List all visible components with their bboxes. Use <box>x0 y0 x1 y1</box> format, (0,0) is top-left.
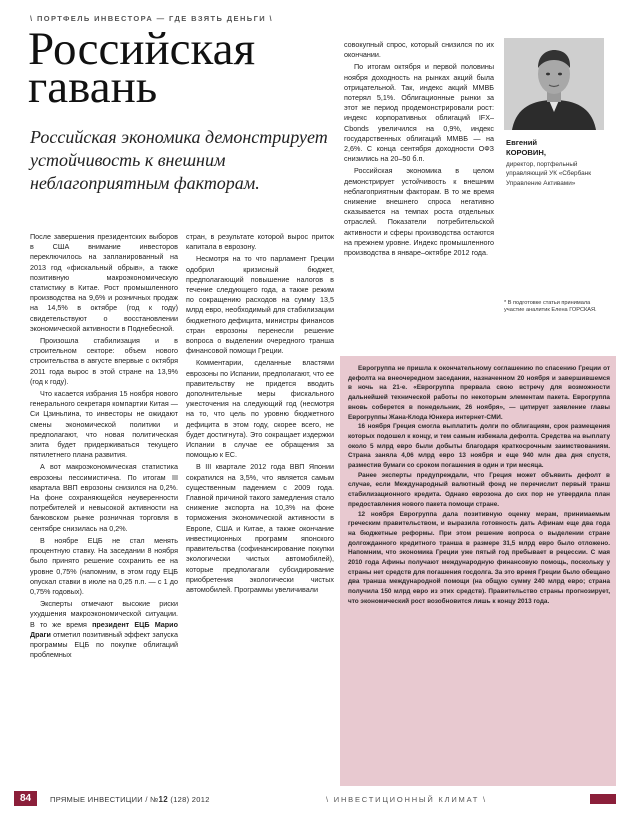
paragraph: Несмотря на то что парламент Греции одобрил кризисный бюджет, предполагающий повышение налогов в течение следующего года, а также режим по сокращению расходов на сумму 13,5 млрд евро, необходимый для стабилизации бюджетного дефицита, министры финансов стран еврозоны перенесли решение вопроса о выделении очередного транша финансовой помощи Греции. <box>186 254 334 356</box>
text-run: отметил позитивный эффект запуска программы ЕЦБ по покупке облигаций проблемных <box>30 629 178 660</box>
paragraph: По итогам октября и первой половины ноября доходность на рынках акций была отрицательной. Так, индекс акций ММВБ потерял 5,1%. Облигационные рынки за этот же период продемонстрировали рост: индекс корпоративных облигаций IFX–Cbonds увеличился на 0,9%, индекс государственных облигаций ММВБ — на 2,6%. С конца сентября доходности ОФЗ снизились на 20–50 б.п. <box>344 62 494 164</box>
paragraph: Российская экономика в целом демонстрирует устойчивость к внешним неблагоприятным факторам. В то же время снижение внешнего спроса негативно сказывается на темпах роста отдельных отраслей. Показатели потребительской активности и сферы производства остаются на прежнем уровне. Индекс промышленного производства в январе–октябре 2012 года. <box>344 166 494 258</box>
title-line-1: Российская <box>28 23 256 75</box>
author-first-name: Евгений <box>506 138 538 147</box>
page-footer <box>0 790 630 810</box>
article-title <box>28 23 338 113</box>
issue-number: 12 <box>158 795 168 804</box>
issue-details: (128) 2012 <box>170 795 210 804</box>
page-number: 84 <box>14 791 37 806</box>
sidebar-text <box>348 364 610 607</box>
article-lead: Российская экономика демонстрирует устойчивость к внешним неблагоприятным факторам. <box>30 127 328 193</box>
paragraph: После завершения президентских выборов в США внимание инвесторов переключилось на запланированный на 2013 год «фискальный обрыв», а также позитивную макроэкономическую статистику в Китае. Рост промышленного производства на 9,6% и розничных продаж на 14,5% в октябре (год к году) свидетельствуют о восстановлении экономической активности в Поднебесной. <box>30 232 178 333</box>
sidebar-paragraph: Ранее эксперты предупреждали, что Греция может объявить дефолт в случае, если Международный валютный фонд не перечислит первый транш стабилизационного кредита. Однако еврозона до сих пор не утвердила план предоставления нового пакета помощи стране. <box>348 471 610 508</box>
magazine-name <box>50 795 210 804</box>
paragraph: А вот макроэкономическая статистика еврозоны пессимистична. По итогам III квартала ВВП еврозоны снизился на 0,2%. На фоне сохраняющейся неуверенности потребителей и невысокой активности на банковском рынке розничная торговля в сентябре снизилась на 0,2%. <box>30 462 178 533</box>
author-last-name: КОРОВИН, <box>506 147 546 157</box>
author-role: директор, портфельный управляющий УК «Сбербанк Управление Активами» <box>506 160 591 187</box>
paragraph: Что касается избрания 15 ноября нового генерального секретаря компартии Китая — Си Цзиньпина, то инвесторы не ожидают смены экономической политики и предполагают, что новая политическая элита будет придерживаться текущего пятилетнего плана развития. <box>30 389 178 460</box>
magazine-title: ПРЯМЫЕ ИНВЕСТИЦИИ / № <box>50 795 159 804</box>
footnote: * В подготовке статьи принимала участие аналитик Елена ГОРСКАЯ. <box>504 300 597 314</box>
paragraph: стран, в результате которой вырос приток капитала в еврозону. <box>186 232 334 252</box>
paragraph: Комментарии, сделанные властями еврозоны по Испании, предполагают, что ее правительству не придется вводить дополнительные меры фискального ужесточения на следующий год (несмотря на то, что цель по уровню бюджетного дефицита в этом году, скорее всего, не будет достигнута). Это сокращает издержки Испании в случае ее обращения за помощью к ЕС. <box>186 358 334 460</box>
footer-accent-bar <box>590 794 616 804</box>
column-1 <box>30 232 178 662</box>
section-rubric: \ ПОРТФЕЛЬ ИНВЕСТОРА — ГДЕ ВЗЯТЬ ДЕНЬГИ \ <box>30 14 273 23</box>
paragraph: В III квартале 2012 года ВВП Японии сократился на 3,5%, что является самым существенным падением с 2009 года. Главной причиной такого замедления стало снижение экспорта на 10,3% на фоне торможения экономической активности в Европе, США и Китае, а также окончание инвестиционных программ японского правительства (софинансирование покупки экологически чистых автомобилей), которые предполагали субсидирование приобретения экологически чистых автомобилей. Программы увеличивали <box>186 462 334 594</box>
sidebar-paragraph: 16 ноября Греция смогла выплатить долги по облигациям, срок размещения которых подошел к концу, и тем самым избежала дефолта. Средства на выплату около 5 млрд евро были добыты благодаря краткосрочным заимствованиям. Страна заняла 4,06 млрд евро 13 ноября и еще 940 млн два дня спустя, разместив бумаги со сроком погашения в один и три месяца. <box>348 423 610 470</box>
paragraph: В ноябре ЕЦБ не стал менять процентную ставку. На заседании 8 ноября было принято решение сохранить ее на уровне 0,75% (напомним, в этом году ЕЦБ опускал ставки в июле на 0,25 п.п. — с 1 до 0,75% годовых). <box>30 535 178 596</box>
author-block <box>506 138 606 188</box>
portrait-icon <box>504 38 604 130</box>
sidebar-paragraph: Еврогруппа не пришла к окончательному соглашению по спасению Греции от дефолта на внеочередном заседании, назначенном 20 ноября и завершившемся в ночь на 21-е. «Еврогруппа прервала свою встречу для возможности дальнейшей технической работы по некоторым элементам пакета. Еврогруппа вновь соберется в понедельник, 26 ноября», — цитирует заявление главы Еврогруппы Жана-Клода Юнкера интернет-СМИ. <box>348 365 610 421</box>
text-run: Эксперты отмечают высокие риски ухудшения макроэкономической ситуации. В то же время <box>30 599 178 629</box>
bold-name: президент ЕЦБ Марио Драги <box>30 619 178 639</box>
paragraph: совокупный спрос, который снизился по их окончании. <box>344 40 494 60</box>
column-3 <box>344 40 494 260</box>
paragraph: Произошла стабилизация и в строительном секторе: объем нового строительства в августе впервые с октября 2011 года вырос в этой стране на 13,9% (год к году). <box>30 336 178 386</box>
column-2 <box>186 232 334 597</box>
footer-section: \ ИНВЕСТИЦИОННЫЙ КЛИМАТ \ <box>326 795 487 804</box>
paragraph <box>30 599 178 660</box>
title-line-2: гавань <box>28 61 158 113</box>
author-portrait <box>504 38 604 130</box>
sidebar-paragraph: 12 ноября Еврогруппа дала позитивную оценку мерам, принимаемым греческим правительством, и выразила готовность дать Афинам еще два года на бюджетные реформы. При этом решение вопроса о выделении стране долгожданного кредитного транша в размере 31,5 млрд евро было отложено. Напомним, что экономика Греции уже пятый год пребывает в рецессии. С мая 2010 года Афины получают международную финансовую помощь, поскольку у страны нет средств для погашения госдолга. За это время Греции было обещано два транша международной помощи (на общую сумму 240 млрд евро; страна получила 150 млрд евро из этих средств). Правительство страны прогнозирует, что экономический рост возобновится лишь к концу 2013 года. <box>348 510 610 605</box>
